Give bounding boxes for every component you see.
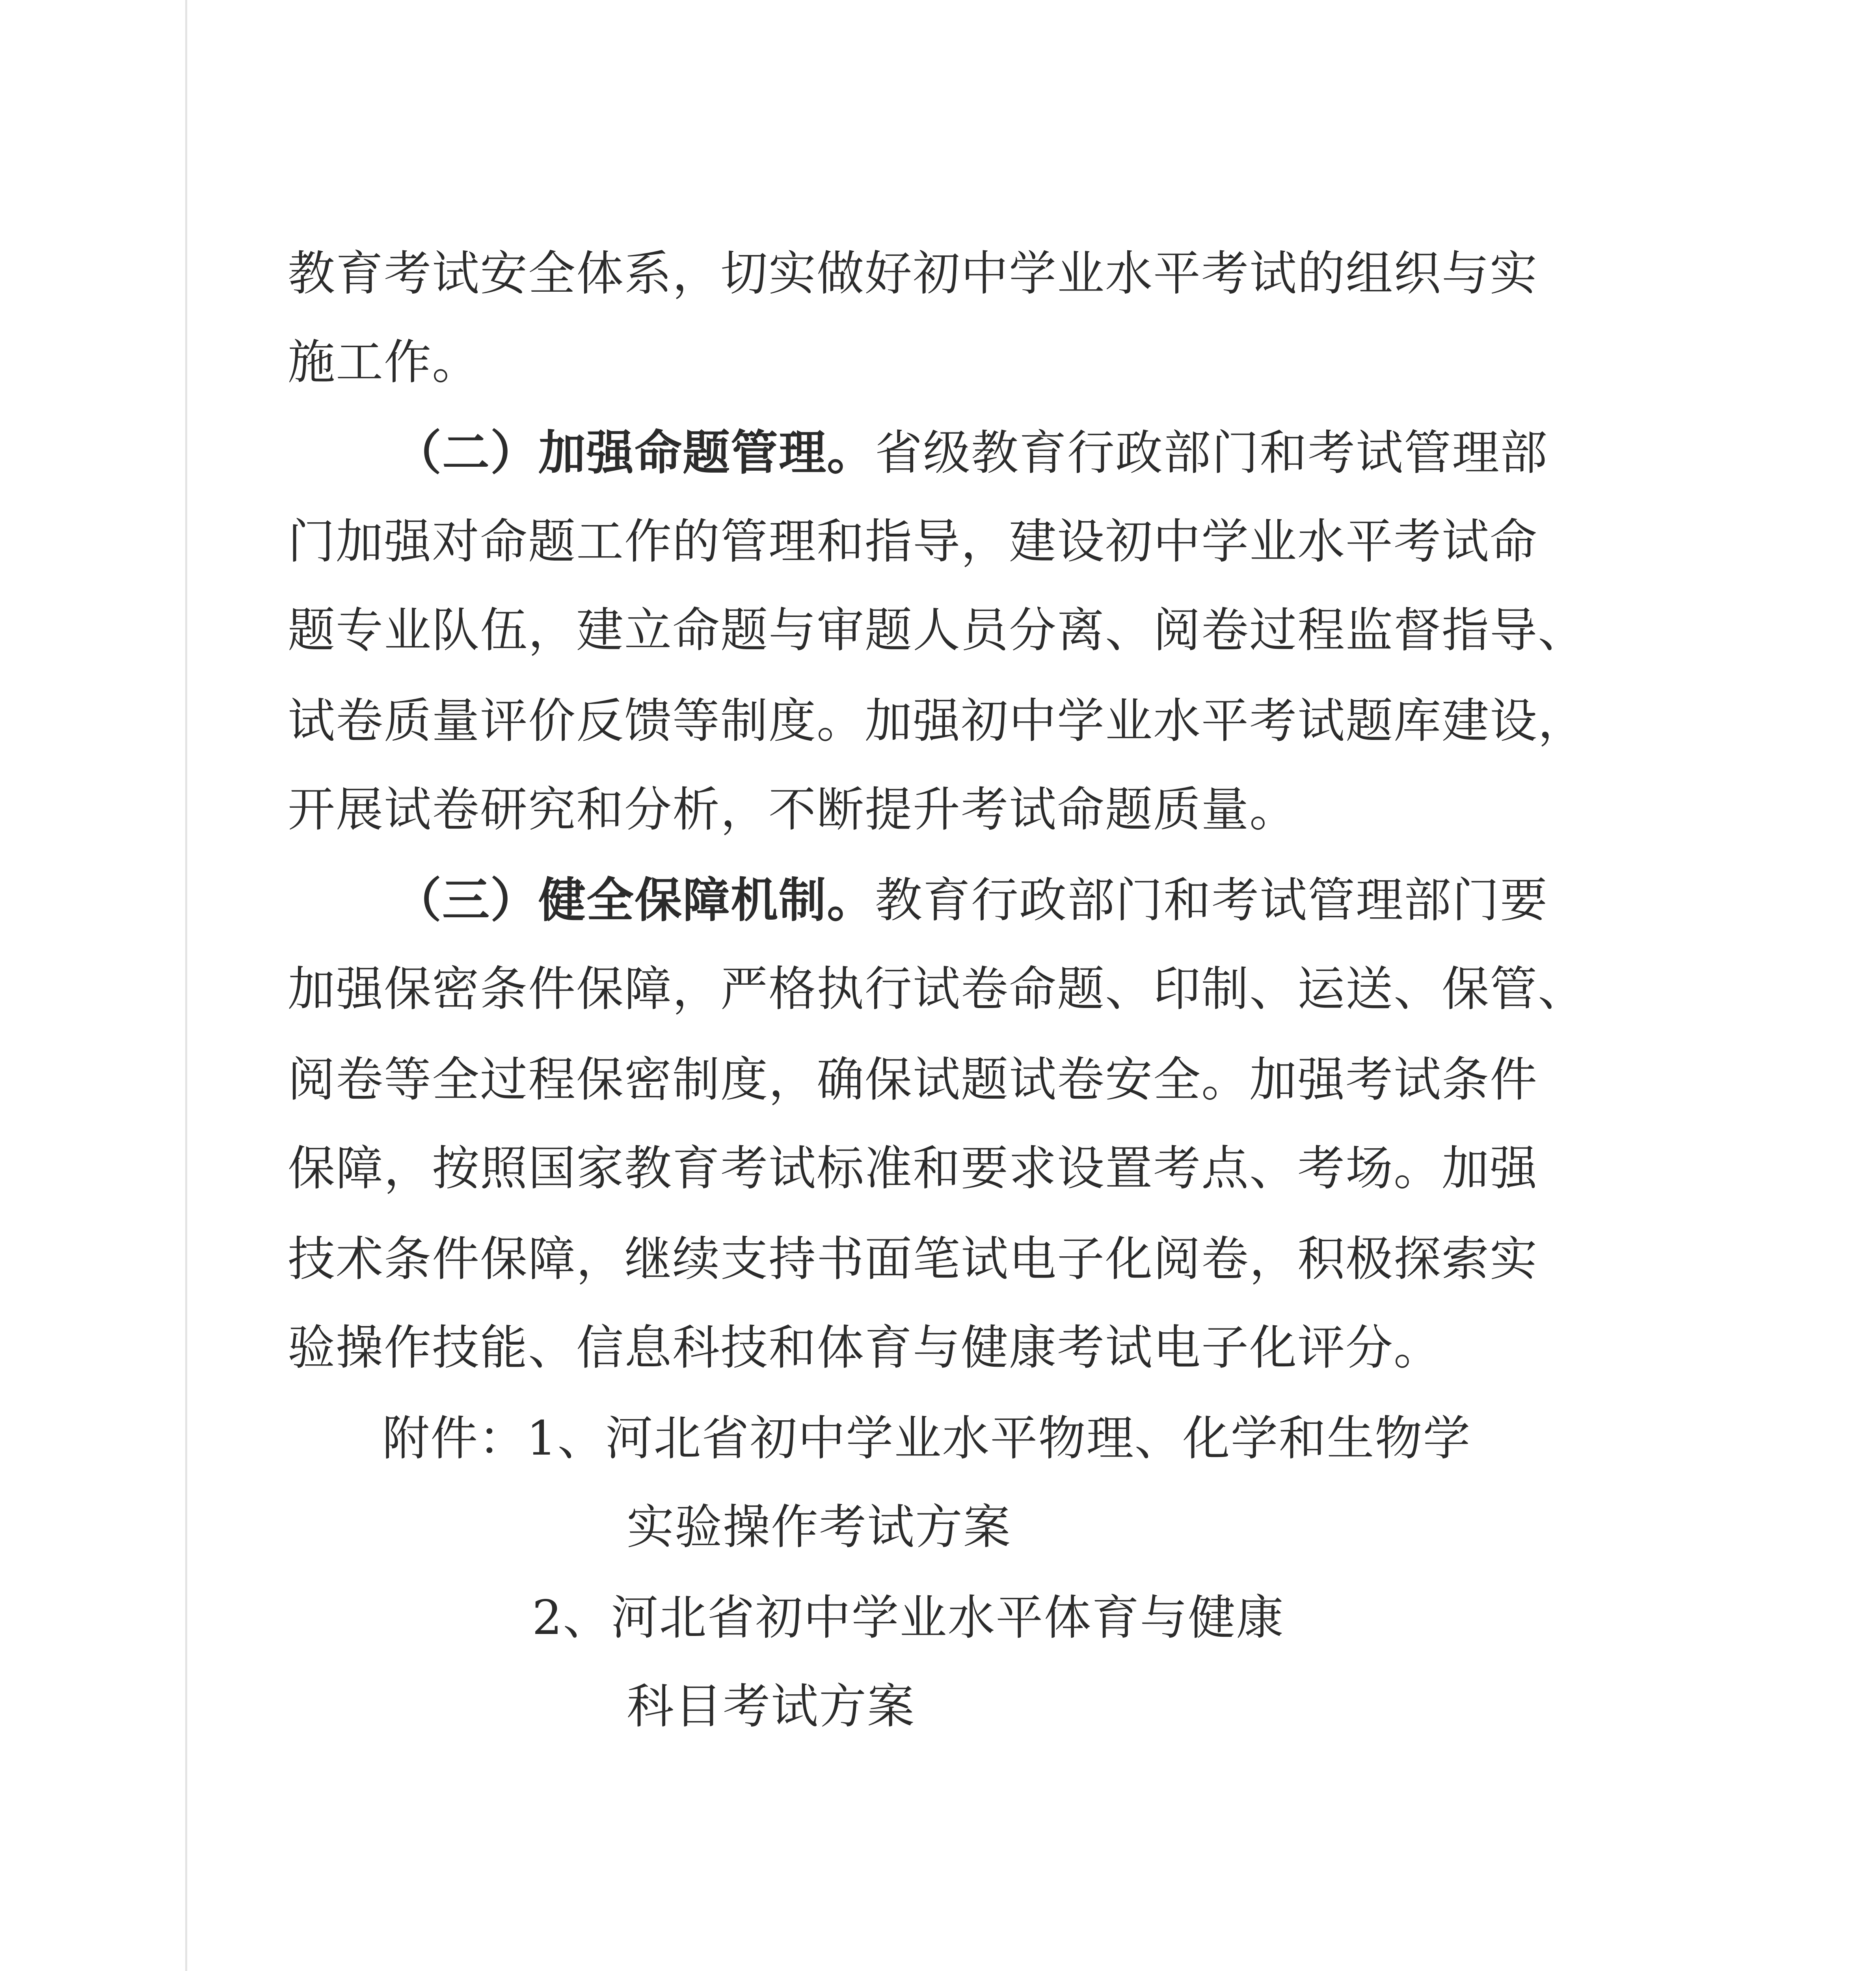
paragraph-line: 验操作技能、信息科技和体育与健康考试电子化评分。	[288, 1321, 1442, 1375]
paragraph-line: 阅卷等全过程保密制度，确保试题试卷安全。加强考试条件	[288, 1053, 1538, 1107]
attachment-item-2: 2、河北省初中学业水平体育与健康	[532, 1591, 1284, 1645]
attachment-item-2-continued: 科目考试方案	[627, 1679, 915, 1734]
paragraph-line: 门加强对命题工作的管理和指导，建设初中学业水平考试命	[288, 514, 1538, 569]
paragraph-line: 保障，按照国家教育考试标准和要求设置考点、考场。加强	[288, 1141, 1538, 1196]
section-3-first-line	[394, 871, 1548, 930]
section-2-text: 省级教育行政部门和考试管理部	[875, 426, 1548, 481]
attachment-item-1-continued: 实验操作考试方案	[627, 1500, 1011, 1555]
paragraph-line: 加强保密条件保障，严格执行试卷命题、印制、运送、保管、	[288, 962, 1586, 1017]
paragraph-line: 技术条件保障，继续支持书面笔试电子化阅卷，积极探索实	[288, 1232, 1538, 1287]
attachment-item-1: 附件：1、河北省初中学业水平物理、化学和生物学	[382, 1411, 1471, 1466]
section-2-heading: （二）加强命题管理。	[394, 426, 875, 481]
paragraph-line: 开展试卷研究和分析，不断提升考试命题质量。	[288, 782, 1297, 837]
section-2-first-line	[394, 424, 1548, 483]
paragraph-line: 题专业队伍，建立命题与审题人员分离、阅卷过程监督指导、	[288, 603, 1586, 658]
paragraph-line: 施工作。	[288, 335, 480, 390]
paragraph-line: 试卷质量评价反馈等制度。加强初中学业水平考试题库建设，	[288, 694, 1586, 749]
paragraph-line: 教育考试安全体系，切实做好初中学业水平考试的组织与实	[288, 246, 1538, 301]
section-3-text: 教育行政部门和考试管理部门要	[875, 873, 1548, 928]
binding-margin-line	[185, 0, 187, 1971]
section-3-heading: （三）健全保障机制。	[394, 873, 875, 928]
